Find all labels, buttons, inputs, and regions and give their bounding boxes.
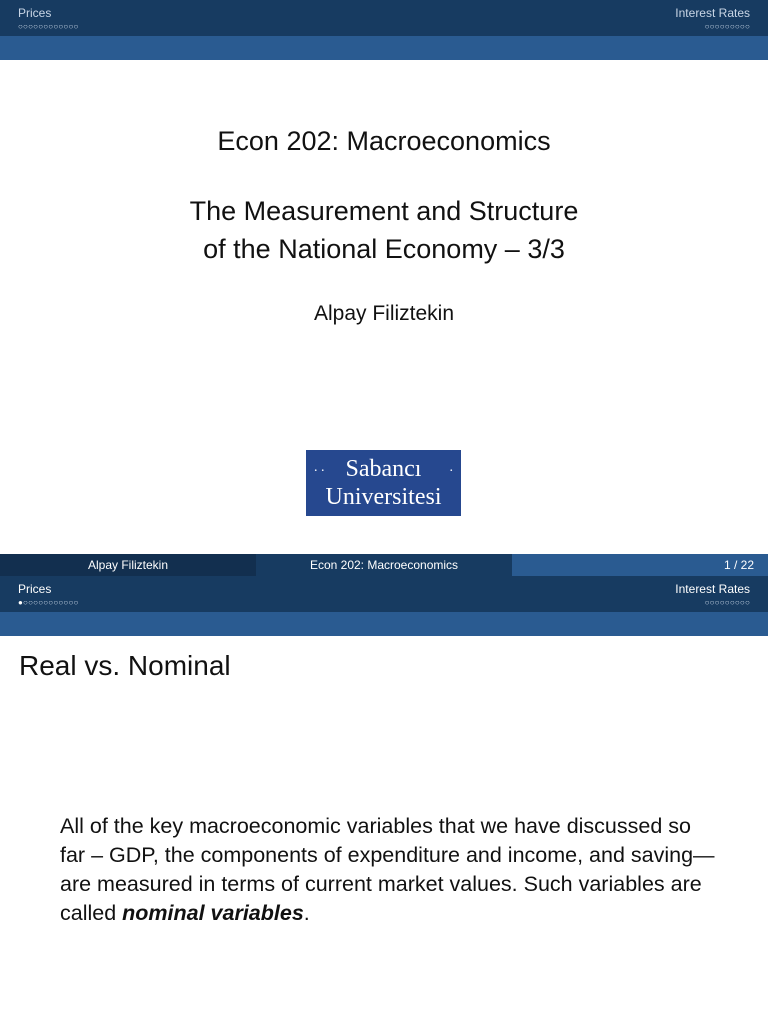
nav-dots-prices[interactable] (18, 597, 79, 608)
nav-dot[interactable]: ○ (714, 22, 720, 31)
nav-dot[interactable]: ○ (28, 598, 34, 607)
nav-section-interest-rates-label: Interest Rates (675, 6, 750, 20)
nav-dot[interactable]: ○ (744, 22, 750, 31)
nav-section-prices[interactable] (18, 6, 79, 32)
frame-title: Real vs. Nominal (19, 650, 231, 681)
nav-dot[interactable]: ○ (719, 22, 725, 31)
sabanci-university-logo (306, 450, 461, 516)
nav-subbar (0, 612, 768, 636)
nav-dot[interactable]: ○ (18, 22, 24, 31)
course-title: Econ 202: Macroeconomics (217, 126, 551, 156)
nav-dot[interactable]: ○ (709, 598, 715, 607)
nav-dot[interactable]: ○ (73, 598, 79, 607)
nav-dot[interactable]: ○ (38, 22, 44, 31)
nav-dot[interactable]: ○ (43, 22, 49, 31)
logo-line-2: Universitesi (325, 484, 442, 510)
nav-dot[interactable]: ○ (709, 22, 715, 31)
nav-dot[interactable]: ○ (63, 22, 69, 31)
slide-footer (0, 554, 768, 576)
nav-section-prices-label: Prices (18, 582, 52, 596)
nav-dot[interactable]: ○ (48, 598, 54, 607)
nav-header (0, 576, 768, 612)
nav-dot[interactable]: ○ (734, 598, 740, 607)
nav-header (0, 0, 768, 36)
nav-dot[interactable]: ○ (724, 598, 730, 607)
emphasis-term: nominal variables (122, 901, 304, 925)
nav-section-interest-rates-label: Interest Rates (675, 582, 750, 596)
nav-dot[interactable]: ○ (704, 598, 710, 607)
logo-line-1: Sabancı (345, 456, 422, 482)
nav-subbar (0, 36, 768, 60)
nav-section-interest-rates[interactable] (675, 582, 750, 608)
nav-dot[interactable]: ○ (28, 22, 34, 31)
logo-dot-right: . (449, 460, 453, 475)
nav-dots-interest-rates[interactable] (675, 597, 750, 608)
nav-dot[interactable]: ○ (744, 598, 750, 607)
nav-dot[interactable]: ○ (704, 22, 710, 31)
nav-dot[interactable]: ○ (33, 22, 39, 31)
title-block (0, 122, 768, 326)
paragraph-end: . (303, 901, 310, 925)
footer-page-number: 1 / 22 (512, 554, 768, 576)
nav-section-prices[interactable] (18, 582, 79, 608)
content-slide (0, 576, 768, 1024)
nav-dot[interactable]: ○ (33, 598, 39, 607)
nav-dot[interactable]: ○ (724, 22, 730, 31)
nav-dot[interactable]: ○ (48, 22, 54, 31)
nav-dot[interactable]: ○ (53, 22, 59, 31)
nav-dot[interactable]: ○ (739, 22, 745, 31)
nav-dot[interactable]: ○ (734, 22, 740, 31)
body-paragraph (60, 812, 720, 928)
nav-dot[interactable]: ○ (43, 598, 49, 607)
nav-dot[interactable]: ○ (23, 22, 29, 31)
nav-dots-interest-rates[interactable] (675, 21, 750, 32)
nav-dots-prices[interactable] (18, 21, 79, 32)
nav-dot[interactable]: ○ (73, 22, 79, 31)
nav-dot[interactable]: ○ (739, 598, 745, 607)
author-name: Alpay Filiztekin (313, 302, 455, 325)
nav-dot[interactable]: ○ (23, 598, 29, 607)
nav-dot[interactable]: ○ (729, 598, 735, 607)
nav-dot[interactable]: ○ (63, 598, 69, 607)
nav-dot[interactable]: ○ (68, 22, 74, 31)
logo-dots-left: . . (314, 460, 325, 475)
footer-author: Alpay Filiztekin (0, 554, 256, 576)
nav-dot[interactable]: ○ (68, 598, 74, 607)
nav-dot[interactable]: ● (18, 598, 24, 607)
nav-dot[interactable]: ○ (53, 598, 59, 607)
nav-dot[interactable]: ○ (714, 598, 720, 607)
nav-section-prices-label: Prices (18, 6, 52, 20)
footer-course: Econ 202: Macroeconomics (256, 554, 512, 576)
paragraph-text: All of the key macroeconomic variables that we have discussed so far – GDP, the components of expenditure and income, and saving—are measured in terms of current market values. Such variables are called (60, 814, 715, 925)
presentation-subtitle (0, 192, 768, 268)
nav-section-interest-rates[interactable] (675, 6, 750, 32)
nav-dot[interactable]: ○ (38, 598, 44, 607)
nav-dot[interactable]: ○ (719, 598, 725, 607)
subtitle-line-1: The Measurement and Structure (189, 196, 579, 226)
nav-dot[interactable]: ○ (58, 22, 64, 31)
nav-dot[interactable]: ○ (58, 598, 64, 607)
nav-dot[interactable]: ○ (729, 22, 735, 31)
subtitle-line-2: of the National Economy – 3/3 (203, 234, 565, 264)
